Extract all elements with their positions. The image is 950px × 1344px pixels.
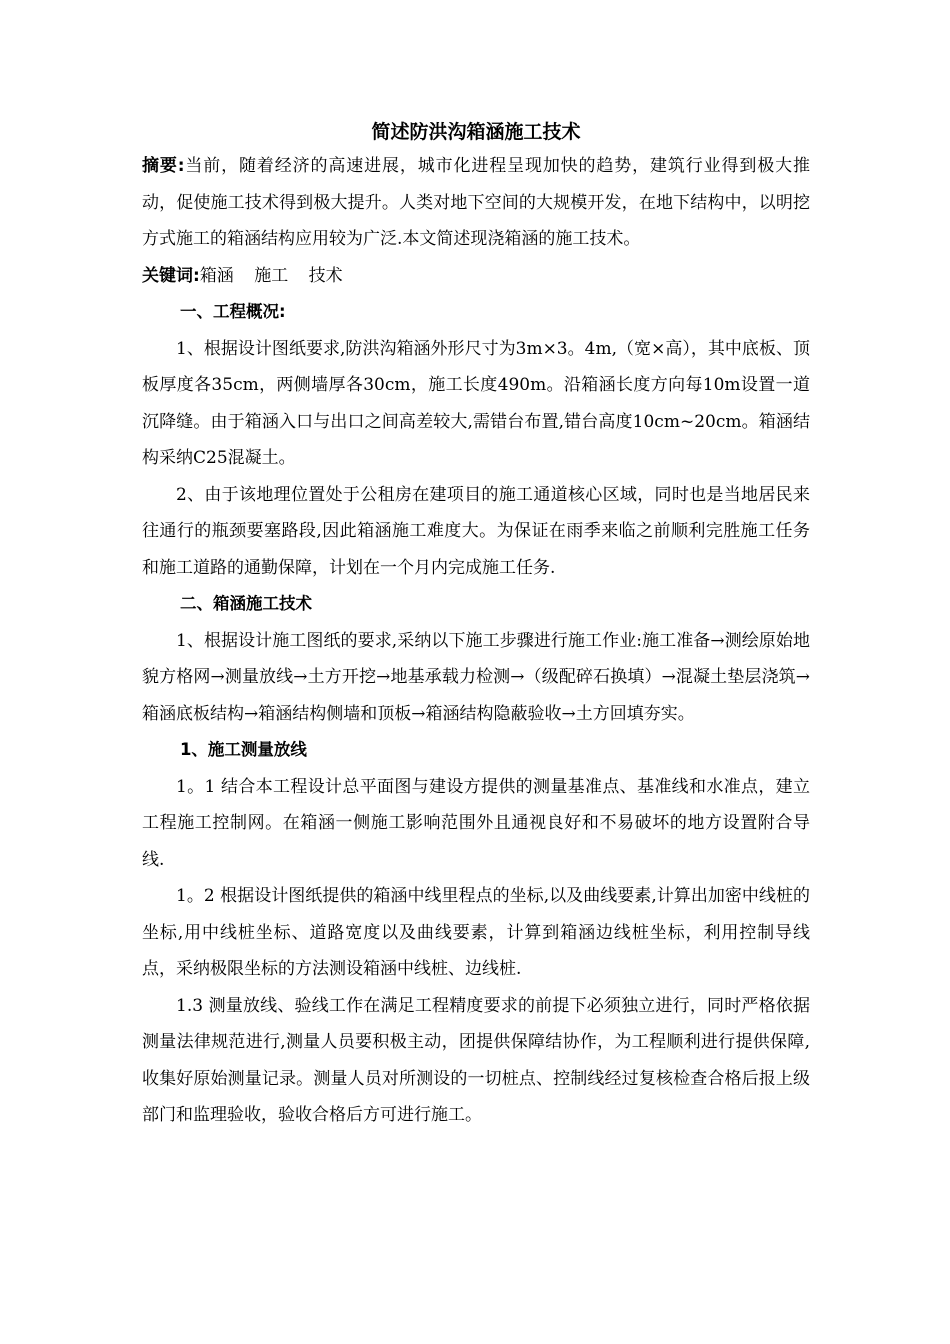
keyword-item: 箱涵 <box>199 265 234 286</box>
overview-paragraph-1: 1、根据设计图纸要求,防洪沟箱涵外形尺寸为3m×3。4m,（宽×高），其中底板、顶板厚度各35cm，两侧墙厚各30cm，施工长度490m。沿箱涵长度方向每10m设置一道沉降缝。由于箱涵入口与出口之间高差较大,需错台布置,错台高度10cm~20cm。箱涵结构采纳C25混凝土。 <box>142 338 810 468</box>
survey-paragraph-1: 1。1 结合本工程设计总平面图与建设方提供的测量基准点、基准线和水准点，建立工程施工控制网。在箱涵一侧施工影响范围外且通视良好和不易破坏的地方设置附合导线. <box>142 776 810 870</box>
document-page <box>142 118 810 1134</box>
keyword-item: 技术 <box>308 265 343 286</box>
technique-paragraph-1: 1、根据设计施工图纸的要求,采纳以下施工步骤进行施工作业:施工准备→测绘原始地貌方格网→测量放线→土方开挖→地基承载力检测→（级配碎石换填）→混凝土垫层浇筑→箱涵底板结构→箱涵结构侧墙和顶板→箱涵结构隐蔽验收→土方回填夯实。 <box>142 630 810 724</box>
section-heading-survey: 1、施工测量放线 <box>179 740 307 759</box>
keyword-item: 施工 <box>254 265 289 286</box>
section-heading-technique: 二、箱涵施工技术 <box>179 594 312 613</box>
survey-paragraph-3: 1.3 测量放线、验线工作在满足工程精度要求的前提下必须独立进行，同时严格依据测量法律规范进行,测量人员要积极主动，团提供保障结协作，为工程顺利进行提供保障,收集好原始测量记录。测量人员对所测设的一切桩点、控制线经过复核检查合格后报上级部门和监理验收，验收合格后方可进行施工。 <box>142 995 810 1125</box>
keywords-line <box>142 258 810 295</box>
abstract-paragraph <box>142 148 810 258</box>
keywords-label: 关键词: <box>142 265 200 286</box>
overview-paragraph-2: 2、由于该地理位置处于公租房在建项目的施工通道核心区域，同时也是当地居民来往通行的瓶颈要塞路段,因此箱涵施工难度大。为保证在雨季来临之前顺利完胜施工任务和施工道路的通勤保障，计划在一个月内完成施工任务. <box>142 484 810 578</box>
document-title: 简述防洪沟箱涵施工技术 <box>371 121 581 143</box>
survey-paragraph-2: 1。2 根据设计图纸提供的箱涵中线里程点的坐标,以及曲线要素,计算出加密中线桩的坐标,用中线桩坐标、道路宽度以及曲线要素，计算到箱涵边线桩坐标，利用控制导线点，采纳极限坐标的方法测设箱涵中线桩、边线桩. <box>142 886 810 979</box>
abstract-label: 摘要: <box>142 156 185 176</box>
abstract-text: 当前，随着经济的高速进展，城市化进程呈现加快的趋势，建筑行业得到极大推动，促使施工技术得到极大提升。人类对地下空间的大规模开发，在地下结构中，以明挖方式施工的箱涵结构应用较为广泛.本文简述现浇箱涵的施工技术。 <box>142 156 810 249</box>
section-heading-overview: 一、工程概况: <box>179 302 286 321</box>
